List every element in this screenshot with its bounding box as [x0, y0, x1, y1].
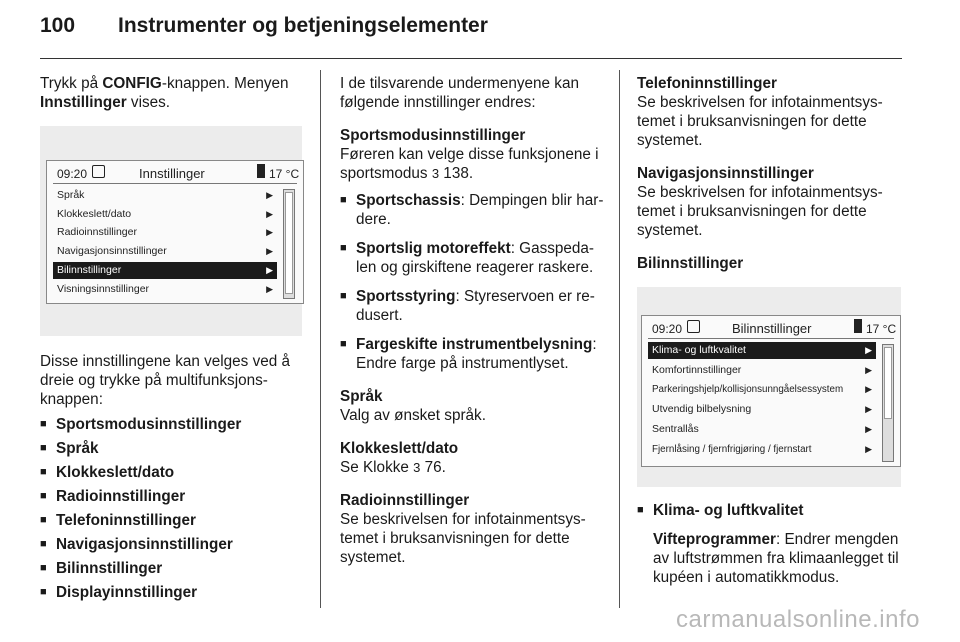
column-divider	[619, 70, 620, 608]
column-2	[340, 74, 608, 581]
list-item: ■ Radioinnstillinger	[40, 487, 308, 506]
chevron-right-icon: ▶	[865, 345, 872, 355]
column-1	[40, 74, 308, 607]
chevron-right-icon: ▶	[266, 284, 273, 294]
radio-section: Radioinnstillinger Se beskrivelsen for infotainmentsys-temet i bruksanvisningen for dette systemet.	[340, 491, 608, 567]
menu-item-selected[interactable]: Bilinnstillinger ▶	[53, 262, 277, 279]
selection-paragraph: Disse innstillingene kan velges ved å dreie og trykke på multifunksjons-knappen:	[40, 353, 290, 408]
menu-item-selected[interactable]: Klima- og luftkvalitet ▶	[648, 342, 876, 359]
phone-icon	[854, 319, 862, 333]
scrollbar[interactable]	[882, 344, 894, 462]
page-number: 100	[40, 14, 76, 37]
menu-item[interactable]: Komfortinnstillinger ▶	[648, 362, 876, 379]
chevron-right-icon: ▶	[865, 384, 872, 394]
infotainment-screen	[46, 160, 304, 304]
chevron-right-icon: ▶	[266, 265, 273, 275]
chevron-right-icon: ▶	[266, 246, 273, 256]
list-item: ■ Språk	[40, 439, 308, 458]
sport-options-list	[340, 191, 608, 373]
menu-item[interactable]: Radioinnstillinger ▶	[53, 224, 277, 241]
language-section: Språk Valg av ønsket språk.	[340, 387, 608, 425]
list-item: ■ Bilinnstillinger	[40, 559, 308, 578]
vehicle-options-list	[637, 501, 905, 587]
infotainment-screen	[641, 315, 901, 467]
submenu-intro: I de tilsvarende undermenyene kan følgende innstillinger endres:	[340, 75, 579, 111]
chevron-right-icon: ▶	[865, 424, 872, 434]
page-ref-icon: 3	[413, 460, 421, 475]
screen-temperature: 17 °C	[866, 322, 897, 336]
screen-time: 09:20	[57, 167, 88, 181]
settings-list	[40, 415, 308, 602]
clock-icon	[687, 320, 700, 333]
screen-title: Innstillinger	[139, 166, 205, 181]
screen-status-bar	[47, 161, 303, 183]
sport-section: Sportsmodusinnstillinger Føreren kan velge disse funksjonene i sportsmodus 3 138.	[340, 126, 608, 183]
list-item: ■ Sportslig motoreffekt: Gasspeda-len og girskiftene reagerer raskere.	[340, 239, 608, 277]
chevron-right-icon: ▶	[865, 404, 872, 414]
header-rule	[40, 58, 902, 59]
vehicle-settings-screen-image	[637, 287, 901, 487]
section-heading: Radioinnstillinger	[340, 492, 470, 509]
menu-item[interactable]: Fjernlåsing / fjernfrigjøring / fjernstart ▶	[648, 441, 876, 458]
menu-item[interactable]: Sentrallås ▶	[648, 421, 876, 438]
list-item: ■ Klima- og luftkvalitet Vifteprogrammer: Endrer mengden av luftstrømmen fra klimaanlegget til kupéen i automatikkmodus.	[637, 501, 905, 587]
chevron-right-icon: ▶	[865, 444, 872, 454]
intro-paragraph: Trykk på CONFIG-knappen. Menyen Innstillinger vises.	[40, 75, 289, 111]
scrollbar[interactable]	[283, 189, 295, 299]
list-item: ■ Navigasjonsinnstillinger	[40, 535, 308, 554]
phone-section: Telefoninnstillinger Se beskrivelsen for infotainmentsys-temet i bruksanvisningen for dette systemet.	[637, 74, 905, 150]
menu-item[interactable]: Navigasjonsinnstillinger ▶	[53, 243, 277, 260]
column-divider	[320, 70, 321, 608]
list-item: ■ Sportsstyring: Styreservoen er re-dusert.	[340, 287, 608, 325]
menu-item[interactable]: Parkeringshjelp/kollisjonsunngåelsessystem ▶	[648, 381, 876, 398]
section-heading: Språk	[340, 388, 383, 405]
page-ref-icon: 3	[431, 166, 440, 181]
screen-time: 09:20	[652, 322, 683, 336]
screen-status-bar	[642, 316, 900, 338]
page-title: Instrumenter og betjeningselementer	[118, 14, 488, 37]
list-item: ■ Sportschassis: Dempingen blir har-dere.	[340, 191, 608, 229]
list-item: ■ Klokkeslett/dato	[40, 463, 308, 482]
clock-icon	[92, 165, 105, 178]
scrollbar-thumb[interactable]	[285, 192, 293, 294]
chevron-right-icon: ▶	[865, 365, 872, 375]
section-heading: Navigasjonsinnstillinger	[637, 165, 814, 182]
list-item: ■ Fargeskifte instrumentbelysning: Endre farge på instrumentlyset.	[340, 335, 608, 373]
watermark: carmanualsonline.info	[676, 606, 920, 633]
list-item: ■ Displayinnstillinger	[40, 583, 308, 602]
vehicle-section-heading: Bilinnstillinger	[637, 255, 744, 272]
scrollbar-thumb[interactable]	[884, 347, 892, 419]
chevron-right-icon: ▶	[266, 227, 273, 237]
menu-item[interactable]: Utvendig bilbelysning ▶	[648, 401, 876, 418]
screen-title: Bilinnstillinger	[732, 321, 812, 336]
list-item: ■ Sportsmodusinnstillinger	[40, 415, 308, 434]
column-3	[637, 74, 905, 592]
section-heading: Sportsmodusinnstillinger	[340, 127, 526, 144]
navigation-section: Navigasjonsinnstillinger Se beskrivelsen for infotainmentsys-temet i bruksanvisningen for dette systemet.	[637, 164, 905, 240]
section-heading: Klokkeslett/dato	[340, 440, 459, 457]
page-header	[0, 0, 960, 62]
chevron-right-icon: ▶	[266, 209, 273, 219]
section-heading: Telefoninnstillinger	[637, 75, 777, 92]
phone-icon	[257, 164, 265, 178]
menu-item[interactable]: Klokkeslett/dato ▶	[53, 206, 277, 223]
chevron-right-icon: ▶	[266, 190, 273, 200]
menu-item[interactable]: Språk ▶	[53, 187, 277, 204]
menu-item[interactable]: Visningsinnstillinger ▶	[53, 281, 277, 298]
screen-temperature: 17 °C	[269, 167, 300, 181]
list-item: ■ Telefoninnstillinger	[40, 511, 308, 530]
clock-section: Klokkeslett/dato Se Klokke 3 76.	[340, 439, 608, 477]
settings-screen-image	[40, 126, 302, 336]
